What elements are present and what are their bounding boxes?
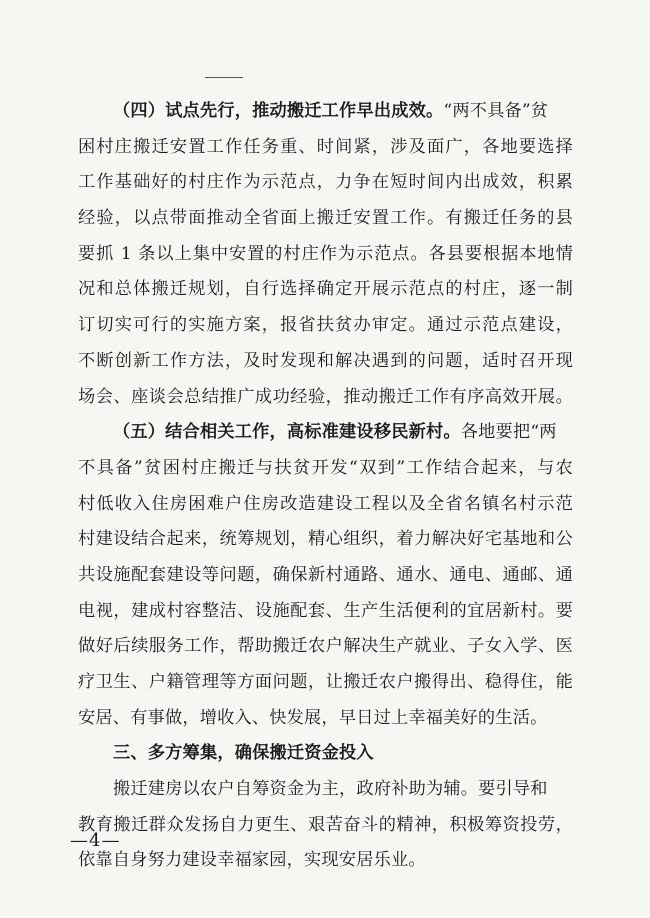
section4-line: 经验，以点带面推动全省面上搬迁安置工作。有搬迁任务的县 — [78, 208, 573, 229]
section4-line: 工作基础好的村庄作为示范点，力争在短时间内出成效，积累 — [78, 172, 573, 193]
section5-line: 疗卫生、户籍管理等方面问题，让搬迁农户搬得出、稳得住，能 — [78, 672, 573, 692]
section5-line: 安居、有事做，增收入、快发展，早日过上幸福美好的生活。 — [78, 707, 548, 728]
section5-heading: （五）结合相关工作，高标准建设移民新村。 — [113, 422, 461, 443]
section4-line: 况和总体搬迁规划，自行选择确定开展示范点的村庄，逐一制 — [78, 279, 573, 300]
section4-line: 不断创新工作方法，及时发现和解决遇到的问题，适时召开现 — [78, 350, 573, 371]
section5-line: 做好后续服务工作，帮助搬迁农户解决生产就业、子女入学、医 — [78, 636, 573, 657]
section5-line: 不具备”贫困村庄搬迁与扶贫开发“双到”工作结合起来，与农 — [78, 457, 573, 478]
section4-line: 场会、座谈会总结推广成功经验，推动搬迁工作有序高效开展。 — [78, 386, 573, 407]
section4-line: 困村庄搬迁安置工作任务重、时间紧，涉及面广，各地要选择 — [78, 136, 573, 157]
section4-line: 要抓 1 条以上集中安置的村庄作为示范点。各县要根据本地情 — [78, 243, 573, 264]
body-text — [78, 94, 573, 879]
section-three-line: 教育搬迁群众发扬自力更生、艰苦奋斗的精神，积极筹资投劳， — [78, 814, 573, 835]
section4-first-line — [78, 94, 573, 130]
section4-line: 订切实可行的实施方案，报省扶贫办审定。通过示范点建设， — [78, 315, 573, 336]
section5-line: 电视，建成村容整洁、设施配套、生产生活便利的宜居新村。要 — [78, 600, 573, 621]
section5-line: 共设施配套建设等问题，确保新村通路、通水、通电、通邮、通 — [78, 564, 573, 585]
section-three-line: 搬迁建房以农户自筹资金为主，政府补助为辅。要引导和 — [113, 779, 548, 800]
section-three-line: 依靠自身努力建设幸福家园，实现安居乐业。 — [78, 850, 426, 871]
section4-heading: （四）试点先行，推动搬迁工作早出成效。 — [113, 101, 444, 121]
top-rule — [205, 77, 243, 78]
section5-line: 村建设结合起来，统筹规划，精心组织，着力解决好宅基地和公 — [78, 529, 573, 550]
section4-line: “两不具备”贫 — [443, 101, 549, 121]
section-three-heading: 三、多方筹集，确保搬迁资金投入 — [113, 743, 374, 764]
page-number: —4— — [70, 830, 121, 851]
section5-line: 村低收入住房困难户住房改造建设工程以及全省名镇名村示范 — [78, 493, 573, 514]
section5-line: 各地要把“两 — [460, 422, 557, 443]
section5-first-line — [78, 415, 573, 451]
